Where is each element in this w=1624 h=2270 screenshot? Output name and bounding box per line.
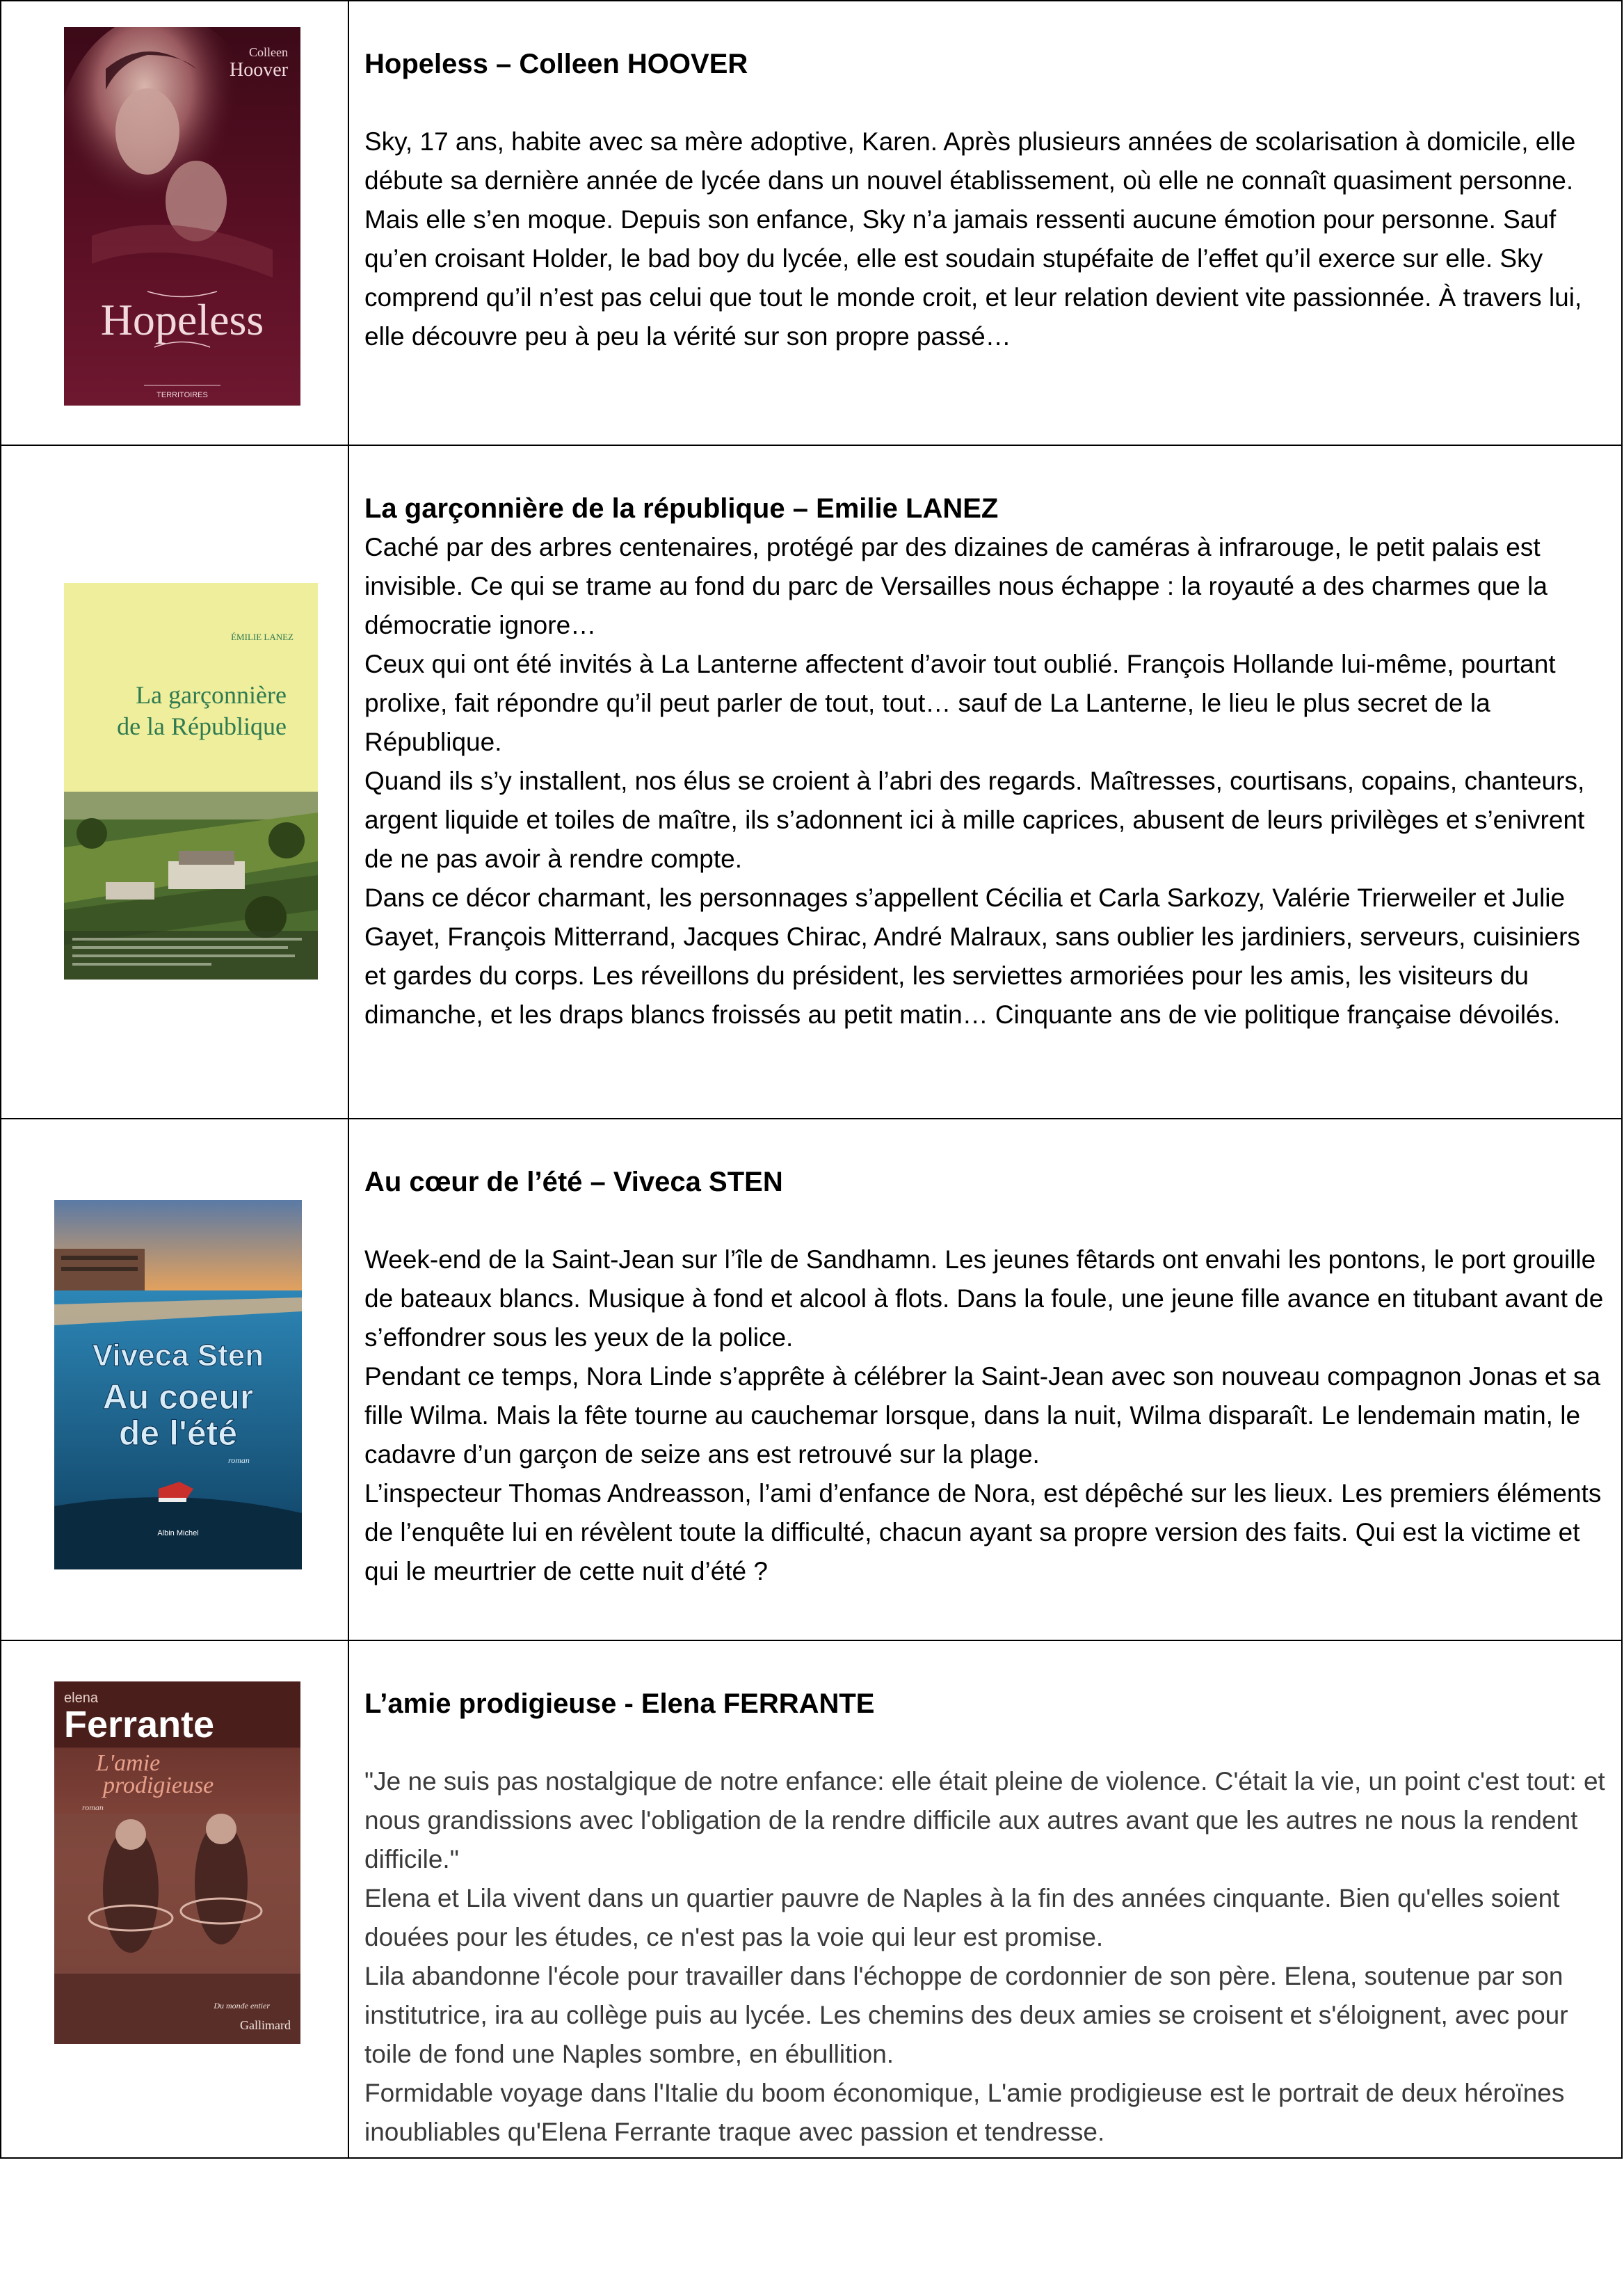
summary-paragraph: Caché par des arbres centenaires, protégé par des dizaines de caméras à infrarouge, le petit palais est invisible. Ce qui se trame au fond du parc de Versailles nous échappe : la royauté a des charmes que la démocratie ignore… [364,533,1547,639]
book-text-cell [348,1640,1622,2158]
summary-paragraph: "Je ne suis pas nostalgique de notre enfance: elle était pleine de violence. C'était la vie, un point c'est tout: et nous grandissions avec l'obligation de la rendre difficile aux autres avant que les autres ne nous la rendent difficile." [364,1767,1605,1873]
book-cover-au-coeur [54,1200,302,1569]
cover-author-line2: Hoover [230,59,288,81]
cover-collection: Du monde entier [214,2001,270,2011]
book-summary [364,528,1607,1034]
summary-paragraph: Formidable voyage dans l'Italie du boom économique, L'amie prodigieuse est le portrait de deux héroïnes inoubliables qu'Elena Ferrante traque avec passion et tendresse. [364,2079,1565,2146]
book-row-garconniere [1,445,1622,1119]
cover-cell [1,1119,348,1640]
summary-paragraph: Sky, 17 ans, habite avec sa mère adoptive, Karen. Après plusieurs années de scolarisation à domicile, elle débute sa dernière année de lycée dans un nouvel établissement, où elle ne connaît quasiment personne. Mais elle s’en moque. Depuis son enfance, Sky n’a jamais ressenti aucune émotion pour personne. Sauf qu’en croisant Holder, le bad boy du lycée, elle est soudain stupéfaite de l’effet qu’il exerce sur elle. Sky comprend qu’il n’est pas celui que tout le monde croit, et leur relation devient vite passionnée. À travers lui, elle découvre peu à peu la vérité sur son propre passé… [364,127,1582,351]
cover-publisher: TERRITOIRES [156,391,208,399]
summary-paragraph: Quand ils s’y installent, nos élus se croient à l’abri des regards. Maîtresses, courtisans, copains, chanteurs, argent liquide et toiles de maître, ils s’adonnent ici à mille caprices, abusent de leurs privilèges et s’enivrent de ne pas avoir à rendre compte. [364,767,1585,873]
book-row-hopeless [1,1,1622,445]
summary-paragraph: L’inspecteur Thomas Andreasson, l’ami d’enfance de Nora, est dépêché sur les lieux. Les premiers éléments de l’enquête lui en révèlent toute la difficulté, chacun ayant sa propre version des faits. Qui est la victime et qui le meurtrier de cette nuit d’été ? [364,1479,1602,1585]
summary-paragraph: Pendant ce temps, Nora Linde s’apprête à célébrer la Saint-Jean avec son nouveau compagnon Jonas et sa fille Wilma. Mais la fête tourne au cauchemar lorsque, dans la nuit, Wilma disparaît. Le lendemain matin, le cadavre d’un garçon de seize ans est retrouvé sur la plage. [364,1362,1601,1469]
book-summary [364,1762,1607,2152]
book-title: Hopeless – Colleen HOOVER [364,49,748,79]
cover-author-line1: Colleen [249,45,288,59]
book-title: Au cœur de l’été – Viveca STEN [364,1167,783,1197]
summary-paragraph: Ceux qui ont été invités à La Lanterne affectent d’avoir tout oublié. François Hollande lui-même, pourtant prolixe, fait répondre qu’il peut parler de tout, tout… sauf de La Lanterne, le lieu le plus secret de la République. [364,650,1556,756]
cover-author: ÉMILIE LANEZ [231,632,294,642]
cover-author-last: Ferrante [64,1704,215,1745]
cover-cell [1,1,348,445]
cover-publisher: Gallimard [240,2018,291,2032]
book-title: L’amie prodigieuse - Elena FERRANTE [364,1688,875,1719]
book-text-cell [348,445,1622,1119]
cover-genre: roman [82,1803,104,1812]
cover-title-line2: de l'été [118,1414,238,1453]
cover-title-line2: de la République [117,712,287,740]
cover-author: Viveca Sten [92,1338,264,1373]
cover-author-first: elena [64,1690,98,1706]
book-row-amie-prodigieuse [1,1640,1622,2158]
cover-title-line1: Au coeur [102,1377,254,1416]
cover-title-text: Hopeless [100,295,264,344]
summary-paragraph: Dans ce décor charmant, les personnages s’appellent Cécilia et Carla Sarkozy, Valérie Trierweiler et Julie Gayet, François Mitterrand, Jacques Chirac, André Malraux, sans oublier les jardiniers, serveurs, cuisiniers et gardes du corps. Les réveillons du président, les serviettes armoriées pour les amis, les visiteurs du dimanche, et les draps blancs froissés au petit matin… Cinquante ans de vie politique française dévoilés. [364,884,1580,1029]
book-summary [364,122,1607,356]
cover-cell [1,1640,348,2158]
cover-title-line1: La garçonnière [136,681,287,709]
cover-cell [1,445,348,1119]
book-cover-amie-prodigieuse [54,1681,300,2044]
summary-paragraph: Elena et Lila vivent dans un quartier pauvre de Naples à la fin des années cinquante. Bien qu'elles soient douées pour les études, ce n'est pas la voie qui leur est promise. [364,1884,1560,1951]
summary-paragraph: Lila abandonne l'école pour travailler dans l'échoppe de cordonnier de son père. Elena, soutenue par son institutrice, ira au collège puis au lycée. Les chemins des deux amies se croisent et s'éloignent, avec pour toile de fond une Naples sombre, en ébullition. [364,1962,1568,2068]
book-cover-hopeless [64,27,300,406]
cover-publisher: Albin Michel [157,1529,199,1537]
cover-genre: roman [228,1455,250,1465]
book-cover-garconniere [64,583,318,980]
book-text-cell [348,1,1622,445]
book-text-cell [348,1119,1622,1640]
book-row-au-coeur [1,1119,1622,1640]
cover-title-line2: prodigieuse [103,1773,214,1798]
cover-title-line1: L'amie [96,1750,161,1776]
summary-paragraph: Week-end de la Saint-Jean sur l’île de Sandhamn. Les jeunes fêtards ont envahi les pontons, le port grouille de bateaux blancs. Musique à fond et alcool à flots. Dans la foule, une jeune fille avance en titubant avant de s’effondrer sous les yeux de la police. [364,1245,1604,1352]
book-summary [364,1240,1607,1591]
book-title: La garçonnière de la république – Emilie LANEZ [364,493,999,524]
